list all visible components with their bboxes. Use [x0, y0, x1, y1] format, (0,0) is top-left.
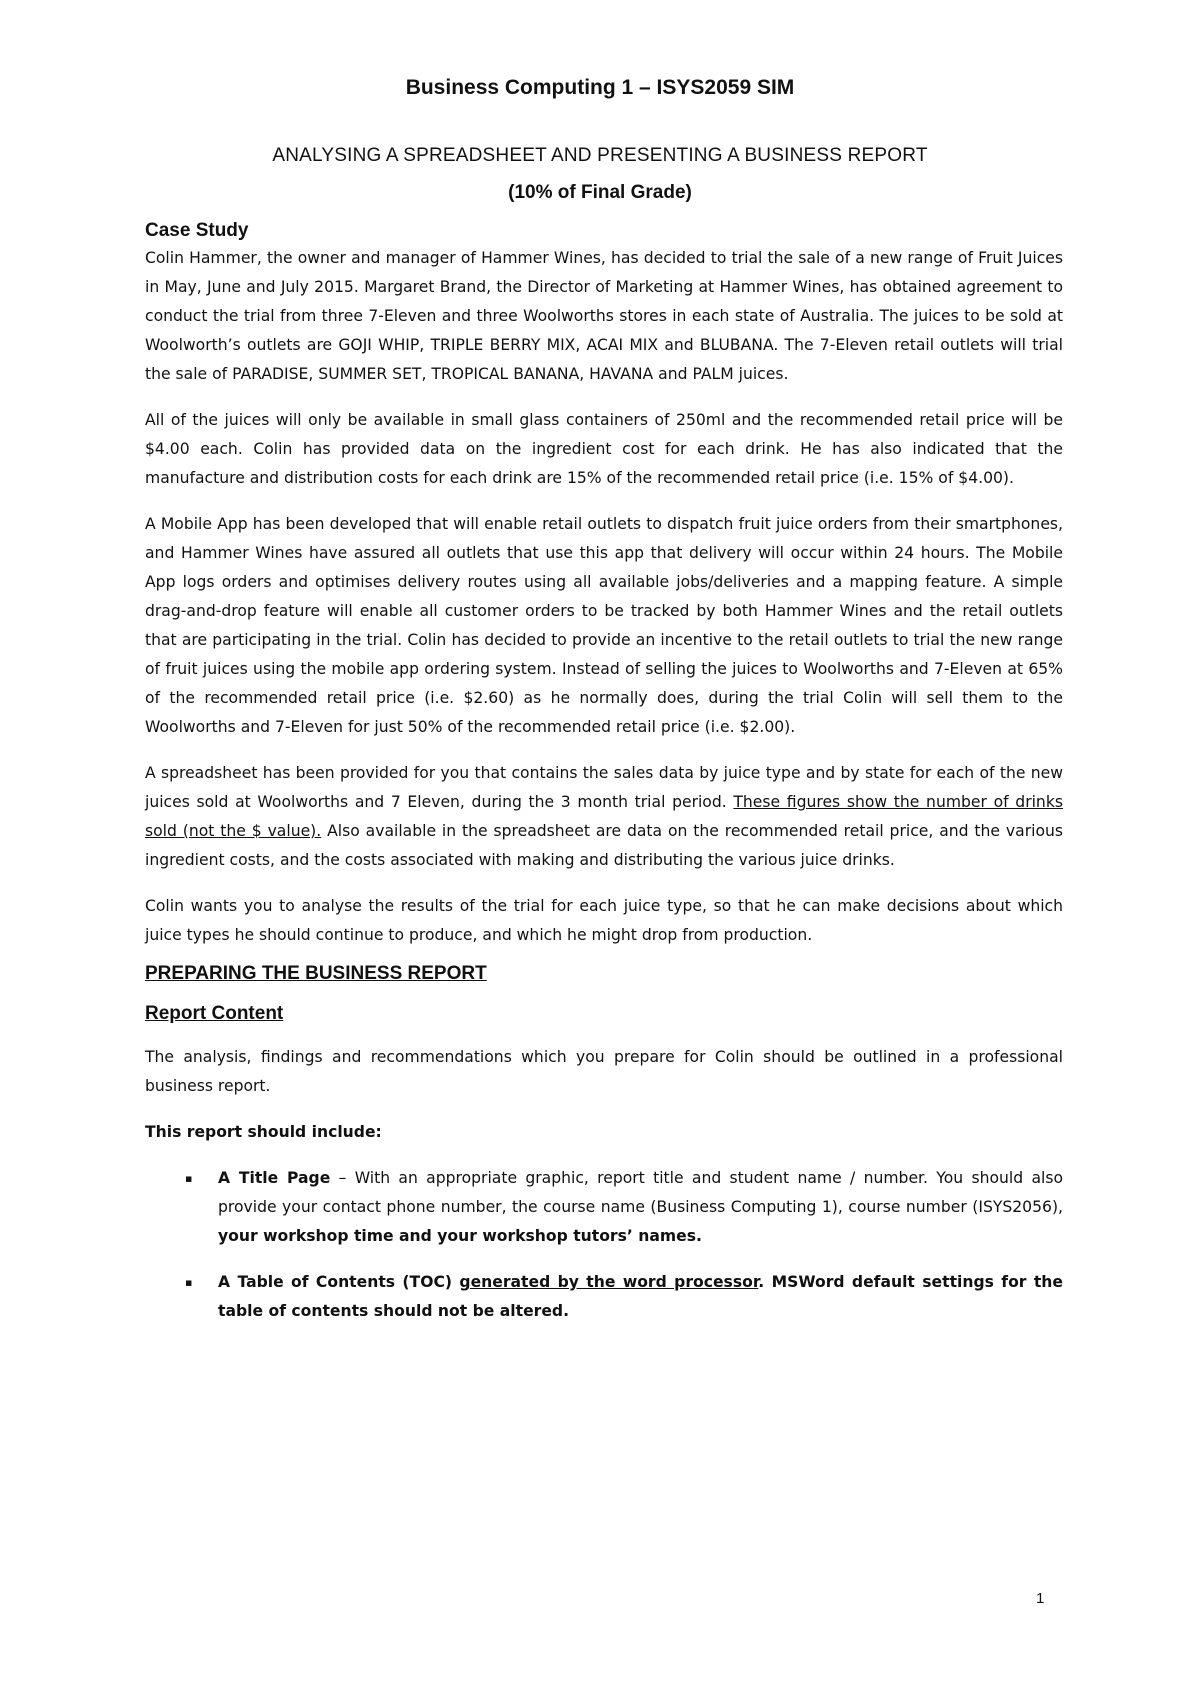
closing-paragraph: Colin wants you to analyse the results of the trial for each juice type, so that he can make decisions about which juice types he should continue to produce, and which he might drop from production.	[145, 897, 1063, 944]
page-number: 1	[1036, 1590, 1045, 1607]
spreadsheet-paragraph	[145, 759, 1063, 875]
spreadsheet-text-start: A spreadsheet has been provided for you that contains the sales data by juice type and by state for each of the new juices sold at Woolworths and 7 Eleven, during the 3 month trial period.	[145, 764, 1063, 811]
toc-underlined: generated by the word processor	[459, 1273, 759, 1291]
report-content-heading: Report Content	[145, 1003, 284, 1024]
requirements-list	[145, 1164, 1063, 1326]
include-label: This report should include:	[145, 1123, 382, 1141]
spreadsheet-text-end: Also available in the spreadsheet are data on the recommended retail price, and the various ingredient costs, and the costs associated with making and distributing the various juice drinks.	[145, 822, 1063, 869]
list-item-title-page	[145, 1164, 1063, 1251]
case-study-paragraph-1: Colin Hammer, the owner and manager of Hammer Wines, has decided to trial the sale of a new range of Fruit Juices in May, June and July 2015. Margaret Brand, the Director of Marketing at Hammer Wines, has obtained agreement to conduct the trial from three 7-Eleven and three Woolworths stores in each state of Australia. The juices to be sold at Woolworth’s outlets are GOJI WHIP, TRIPLE BERRY MIX, ACAI MIX and BLUBANA. The 7-Eleven retail outlets will trial the sale of PARADISE, SUMMER SET, TROPICAL BANANA, HAVANA and PALM juices.	[145, 249, 1063, 383]
grade-weight: (10% of Final Grade)	[508, 182, 692, 203]
spreadsheet-underlined-note: These figures show the number of drinks sold (not the $ value).	[145, 793, 1063, 840]
report-title: ANALYSING A SPREADSHEET AND PRESENTING A BUSINESS REPORT	[272, 145, 928, 166]
title-page-tail: your workshop time and your workshop tutors’ names.	[218, 1227, 702, 1245]
case-study-heading: Case Study	[145, 220, 249, 241]
course-title: Business Computing 1 – ISYS2059 SIM	[405, 76, 795, 99]
case-study-paragraph-2: All of the juices will only be available in small glass containers of 250ml and the recommended retail price will be $4.00 each. Colin has provided data on the ingredient cost for each drink. He has also indicated that the manufacture and distribution costs for each drink are 15% of the recommended retail price (i.e. 15% of $4.00).	[145, 411, 1063, 487]
document-body	[145, 218, 1063, 1343]
preparing-report-heading: PREPARING THE BUSINESS REPORT	[145, 963, 487, 984]
title-page-lead: A Title Page	[218, 1169, 331, 1187]
toc-tail: . MSWord default settings for the table of contents should not be altered.	[218, 1273, 1063, 1320]
case-study-paragraph-3: A Mobile App has been developed that will enable retail outlets to dispatch fruit juice orders from their smartphones, and Hammer Wines have assured all outlets that use this app that delivery will occur within 24 hours. The Mobile App logs orders and optimises delivery routes using all available jobs/deliveries and a mapping feature. A simple drag-and-drop feature will enable all customer orders to be tracked by both Hammer Wines and the retail outlets that are participating in the trial. Colin has decided to provide an incentive to the retail outlets to trial the new range of fruit juices using the mobile app ordering system. Instead of selling the juices to Woolworths and 7-Eleven at 65% of the recommended retail price (i.e. $2.60) as he normally does, during the trial Colin will sell them to the Woolworths and 7-Eleven for just 50% of the recommended retail price (i.e. $2.00).	[145, 515, 1063, 736]
list-item-table-of-contents	[145, 1268, 1063, 1326]
bullet-icon: ▪	[185, 1172, 193, 1185]
title-page-text: – With an appropriate graphic, report title and student name / number. You should also provide your contact phone number, the course name (Business Computing 1), course number (ISYS2056),	[218, 1169, 1064, 1216]
report-intro-paragraph: The analysis, findings and recommendations which you prepare for Colin should be outlined in a professional business report.	[145, 1048, 1063, 1095]
bullet-icon: ▪	[185, 1276, 193, 1289]
toc-lead: A Table of Contents (TOC)	[218, 1273, 460, 1291]
